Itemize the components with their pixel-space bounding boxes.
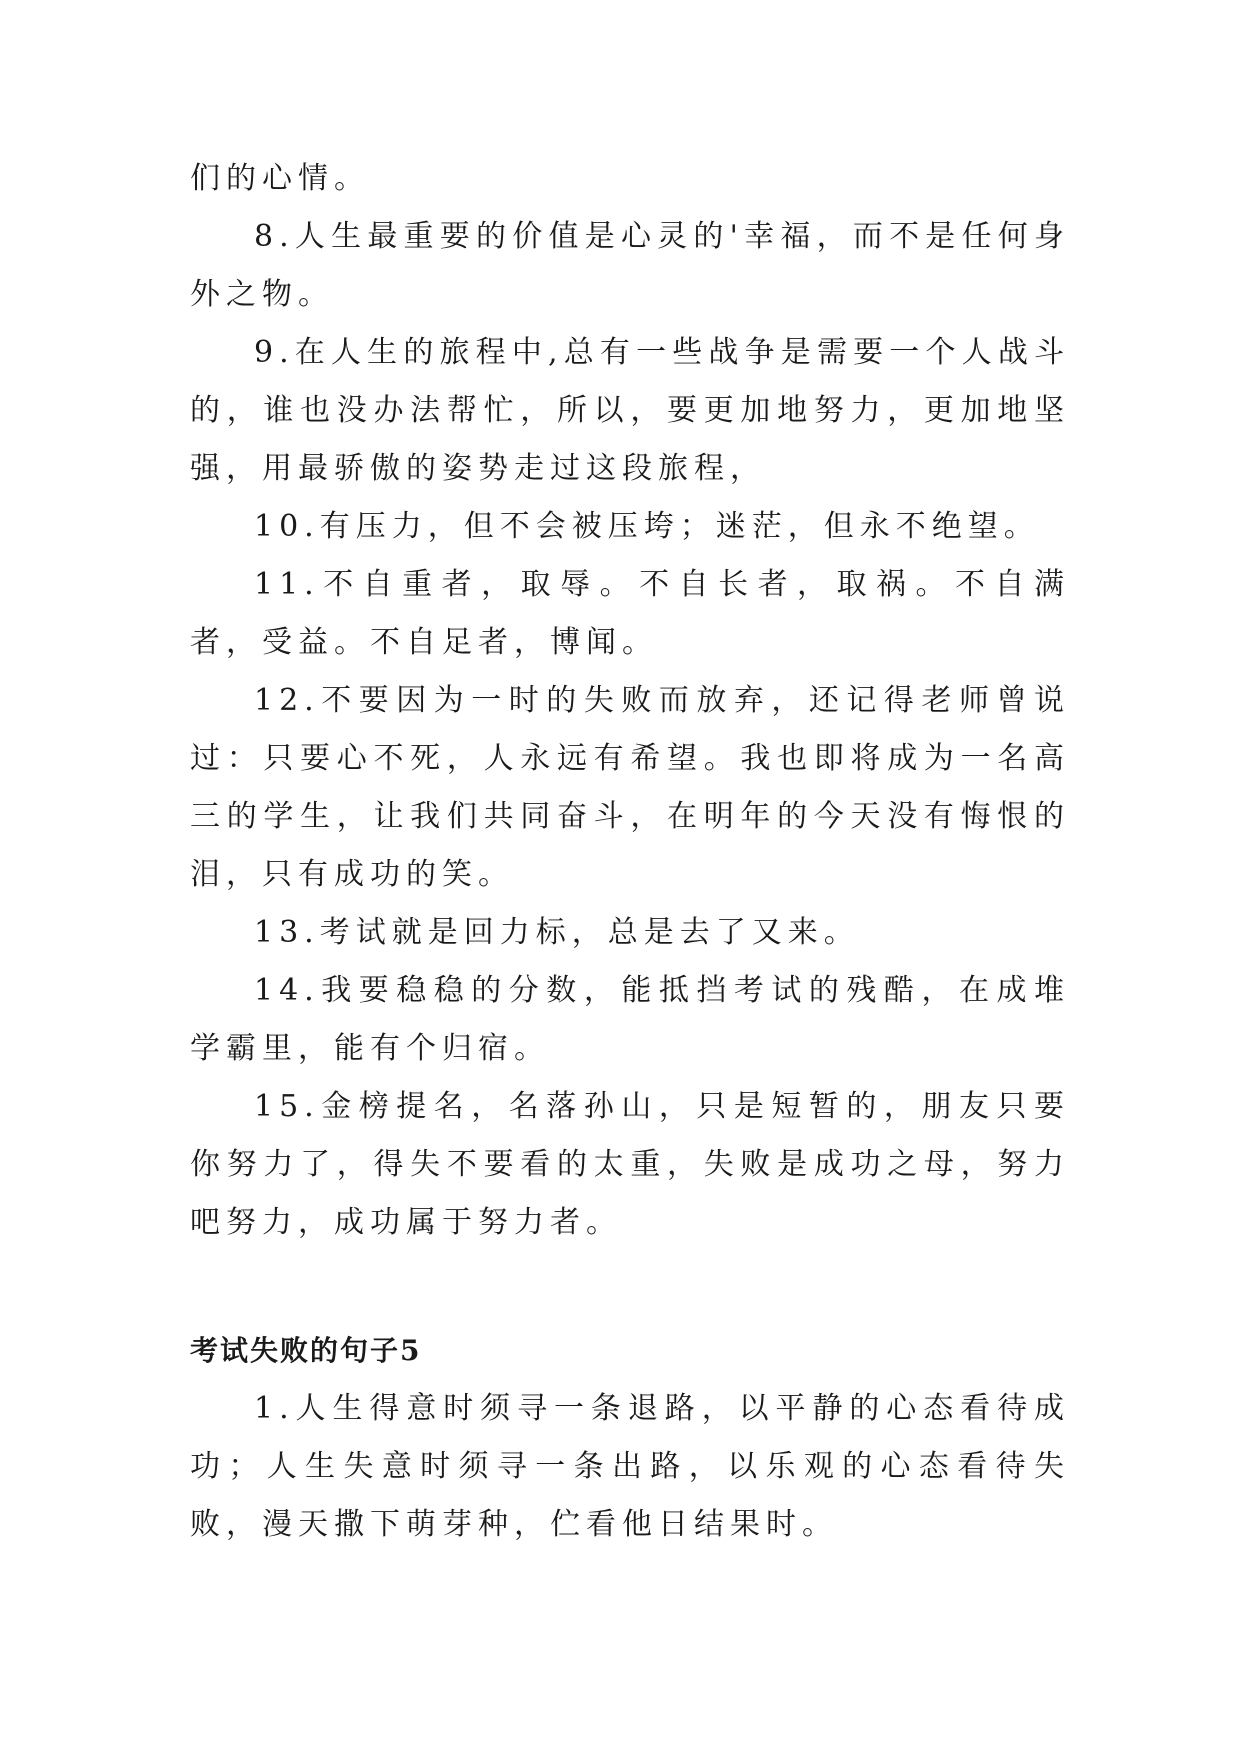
section-title: 考试失败的句子5: [190, 1334, 422, 1367]
continuation-text: 们的心情。: [190, 161, 370, 196]
list-item: 12.不要因为一时的失败而放弃，还记得老师曾说过：只要心不死，人永远有希望。我也即将成为一名高三的学生，让我们共同奋斗，在明年的今天没有悔恨的泪，只有成功的笑。: [190, 683, 1070, 892]
list-item: 14.我要稳稳的分数，能抵挡考试的残酷，在成堆学霸里，能有个归宿。: [190, 973, 1070, 1066]
list-item: 13.考试就是回力标，总是去了又来。: [254, 915, 860, 950]
list-item: 10.有压力，但不会被压垮；迷茫，但永不绝望。: [254, 509, 1040, 544]
list-item: 1.人生得意时须寻一条退路，以平静的心态看待成功；人生失意时须寻一条出路，以乐观的心态看待失败，漫天撒下萌芽种，伫看他日结果时。: [190, 1391, 1070, 1542]
list-item: 9.在人生的旅程中,总有一些战争是需要一个人战斗的，谁也没办法帮忙，所以，要更加地努力，更加地坚强，用最骄傲的姿势走过这段旅程，: [190, 335, 1070, 486]
list-item: 15.金榜提名，名落孙山，只是短暂的，朋友只要你努力了，得失不要看的太重，失败是成功之母，努力吧努力，成功属于努力者。: [190, 1089, 1070, 1240]
list-item: 8.人生最重要的价值是心灵的'幸福，而不是任何身外之物。: [190, 219, 1070, 312]
document-page: [190, 150, 1070, 1554]
list-item: 11.不自重者，取辱。不自长者，取祸。不自满者，受益。不自足者，博闻。: [190, 567, 1070, 660]
